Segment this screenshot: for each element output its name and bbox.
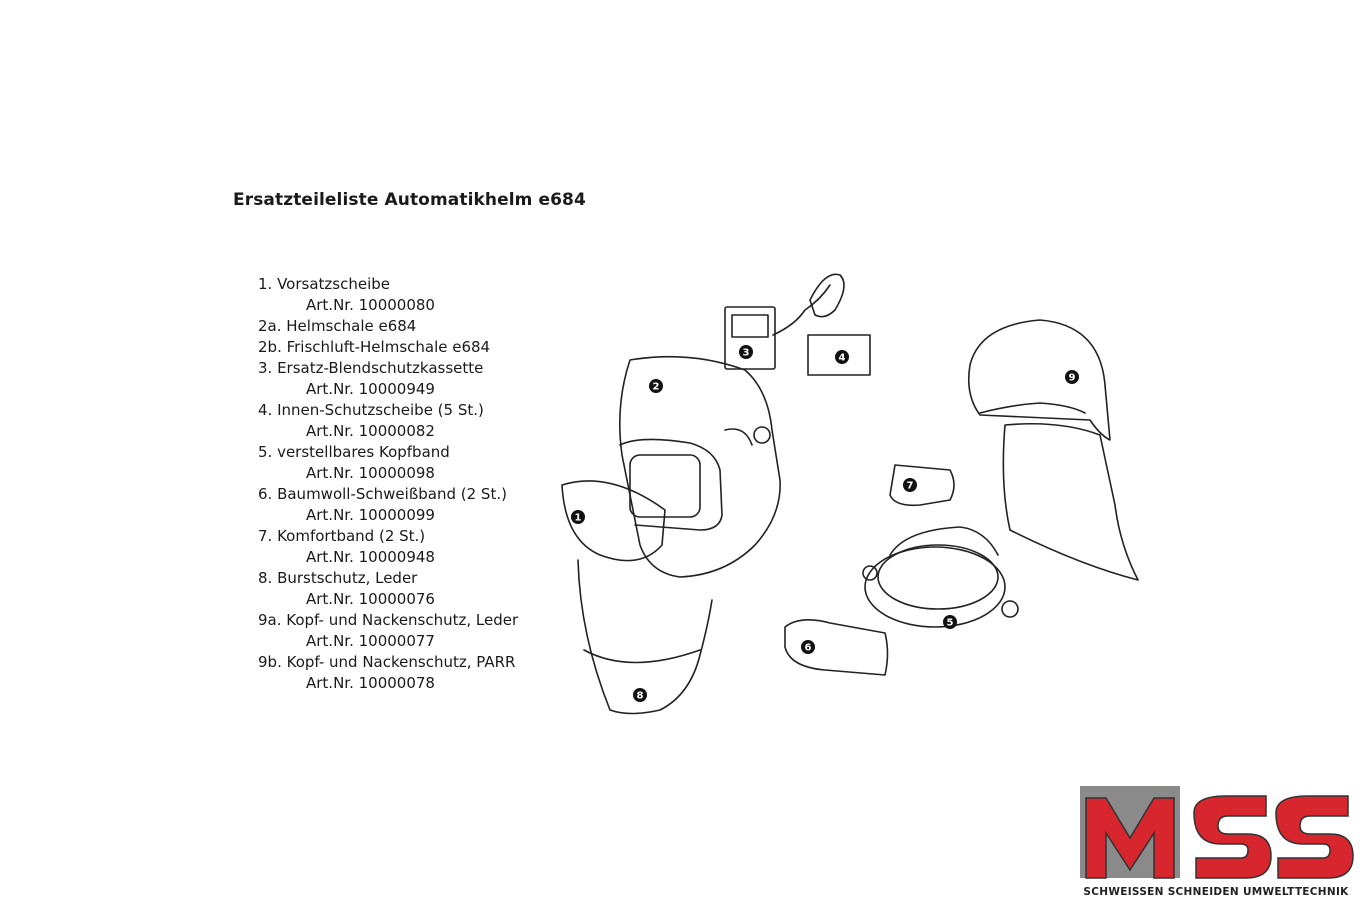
callout-1 [571,510,585,524]
svg-text:5: 5 [946,617,954,629]
part-item: 9a. Kopf- und Nackenschutz, Leder [258,611,519,629]
svg-text:2: 2 [652,381,660,393]
part-art-number: Art.Nr. 10000098 [306,464,435,482]
callout-5 [943,615,957,629]
comfort-band [890,465,954,505]
callout-6 [801,640,815,654]
sweatband [785,620,888,675]
part-item: 1. Vorsatzscheibe [258,275,390,293]
part-item: 2a. Helmschale e684 [258,317,417,335]
mss-logo-mark [1076,778,1356,886]
part-item: 6. Baumwoll-Schweißband (2 St.) [258,485,507,503]
page-title: Ersatzteileliste Automatikhelm e684 [233,190,586,210]
part-item: 2b. Frischluft-Helmschale e684 [258,338,491,356]
part-art-number: Art.Nr. 10000948 [306,548,435,566]
part-art-number: Art.Nr. 10000080 [306,296,435,314]
part-art-number: Art.Nr. 10000099 [306,506,435,524]
part-item: 3. Ersatz-Blendschutzkassette [258,359,484,377]
callout-3 [739,345,753,359]
part-art-number: Art.Nr. 10000078 [306,674,435,692]
svg-text:1: 1 [574,512,582,524]
part-art-number: Art.Nr. 10000949 [306,380,435,398]
callout-2 [649,379,663,393]
callout-4 [835,350,849,364]
svg-text:4: 4 [838,352,846,364]
exploded-helmet-diagram [540,255,1160,725]
svg-text:3: 3 [742,347,750,359]
svg-text:6: 6 [804,642,812,654]
parts-list [258,274,558,694]
part-item: 8. Burstschutz, Leder [258,569,418,587]
logo-tagline: SCHWEISSEN SCHNEIDEN UMWELTTECHNIK [1083,886,1349,898]
mss-logo [1076,778,1356,906]
part-item: 5. verstellbares Kopfband [258,443,450,461]
callout-7 [903,478,917,492]
neck-protection [1003,424,1138,580]
svg-text:8: 8 [636,690,644,702]
part-item: 4. Innen-Schutzscheibe (5 St.) [258,401,484,419]
svg-text:9: 9 [1068,372,1076,384]
callout-8 [633,688,647,702]
part-item: 7. Komfortband (2 St.) [258,527,426,545]
part-art-number: Art.Nr. 10000082 [306,422,435,440]
part-item: 9b. Kopf- und Nackenschutz, PARR [258,653,516,671]
part-art-number: Art.Nr. 10000077 [306,632,435,650]
headband [865,547,1005,627]
part-art-number: Art.Nr. 10000076 [306,590,435,608]
svg-text:7: 7 [906,480,914,492]
hard-cap [969,320,1110,440]
callout-9 [1065,370,1079,384]
